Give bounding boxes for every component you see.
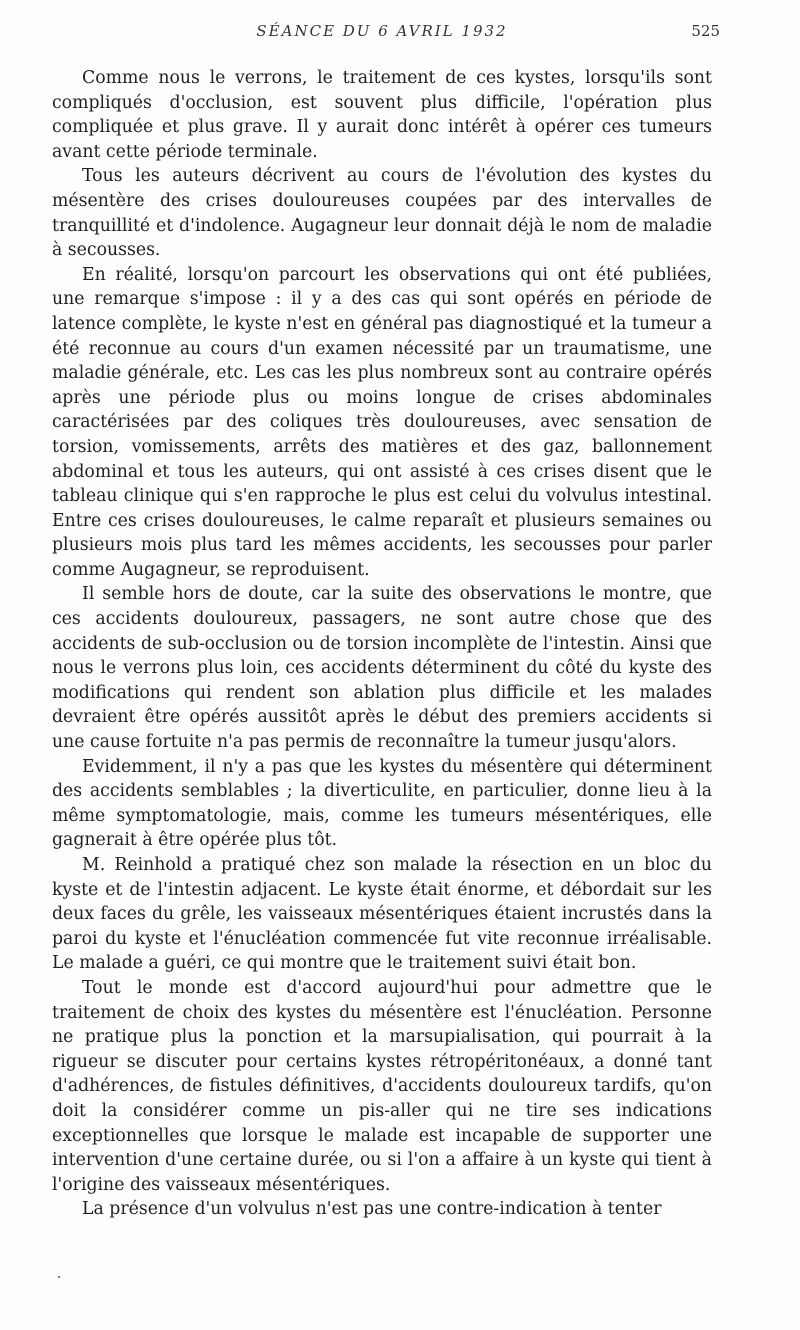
page-number: 525 — [691, 22, 720, 40]
print-speck — [58, 1276, 60, 1278]
paragraph: La présence d'un volvulus n'est pas une contre-indication à tenter — [82, 1199, 662, 1220]
paragraph: En réalité, lorsqu'on parcourt les observations qui ont été publiées, une remarque s'impose : il y a des cas qui sont opérés en période de latence complète, le kyste n'est en général pas diagnostiqué et la tumeur a été reconnue au cours d'un examen nécessité par un traumatisme, une maladie générale, etc. Les cas les plus nombreux sont au contraire opérés après une période plus ou moins longue de crises abdominales caractérisées par des coliques très douloureuses, avec sensation de torsion, vomissements, arrêts des matières et des gaz, ballonnement abdominal et tous les auteurs, qui ont assisté à ces crises disent que le tableau clinique qui s'en rapproche le plus est celui du volvulus intestinal. Entre ces crises douloureuses, le calme reparaît et plusieurs semaines ou plusieurs mois plus tard les mêmes accidents, les secousses pour parler comme Augagneur, se reproduisent. — [52, 264, 712, 580]
paragraph: Il semble hors de doute, car la suite des observations le montre, que ces accidents douloureux, passagers, ne sont autre chose que des accidents de sub-occlusion ou de torsion incomplète de l'intestin. Ainsi que nous le verrons plus loin, ces accidents déterminent du côté du kyste des modifications qui rendent son ablation plus difficile et les malades devraient être opérés aussitôt après le début des premiers accidents si une cause fortuite n'a pas permis de reconnaître la tumeur jusqu'alors. — [52, 584, 712, 753]
paragraph: Tous les auteurs décrivent au cours de l'évolution des kystes du mésentère des crises douloureuses coupées par des intervalles de tranquillité et d'indolence. Augagneur leur donnait déjà le nom de maladie à secousses. — [52, 166, 712, 261]
running-title: SÉANCE DU 6 AVRIL 1932 — [256, 22, 508, 40]
paragraph: Comme nous le verrons, le traitement de ces kystes, lorsqu'ils sont compliqués d'occlusion, est souvent plus difficile, l'opération plus compliquée et plus grave. Il y aurait donc intérêt à opérer ces tumeurs avant cette période terminale. — [52, 68, 712, 162]
paragraph: Evidemment, il n'y a pas que les kystes du mésentère qui déterminent des accidents semblables ; la diverticulite, en particulier, donne lieu à la même symptomatologie, mais, comme les tumeurs mésentériques, elle gagnerait à être opérée plus tôt. — [52, 756, 712, 851]
paragraph: M. Reinhold a pratiqué chez son malade la résection en un bloc du kyste et de l'intestin adjacent. Le kyste était énorme, et débordait sur les deux faces du grêle, les vaisseaux mésentériques étaient incrustés dans la paroi du kyste et l'énucléation commencée fut vite reconnue irréalisable. Le malade a guéri, ce qui montre que le traitement suivi était bon. — [52, 855, 712, 974]
paragraph: Tout le monde est d'accord aujourd'hui pour admettre que le traitement de choix des kystes du mésentère est l'énucléation. Personne ne pratique plus la ponction et la marsupialisation, qui pourrait à la rigueur se discuter pour certains kystes rétropéritonéaux, a donné tant d'adhérences, de fistules définitives, d'accidents douloureux tardifs, qu'on doit la considérer comme un pis-aller qui ne tire ses indications exceptionnelles que lorsque le malade est incapable de supporter une intervention d'une certaine durée, ou si l'on a affaire à un kyste qui tient à l'origine des vaisseaux mésentériques. — [52, 977, 712, 1195]
running-header — [52, 22, 720, 46]
body-text — [52, 66, 712, 1222]
